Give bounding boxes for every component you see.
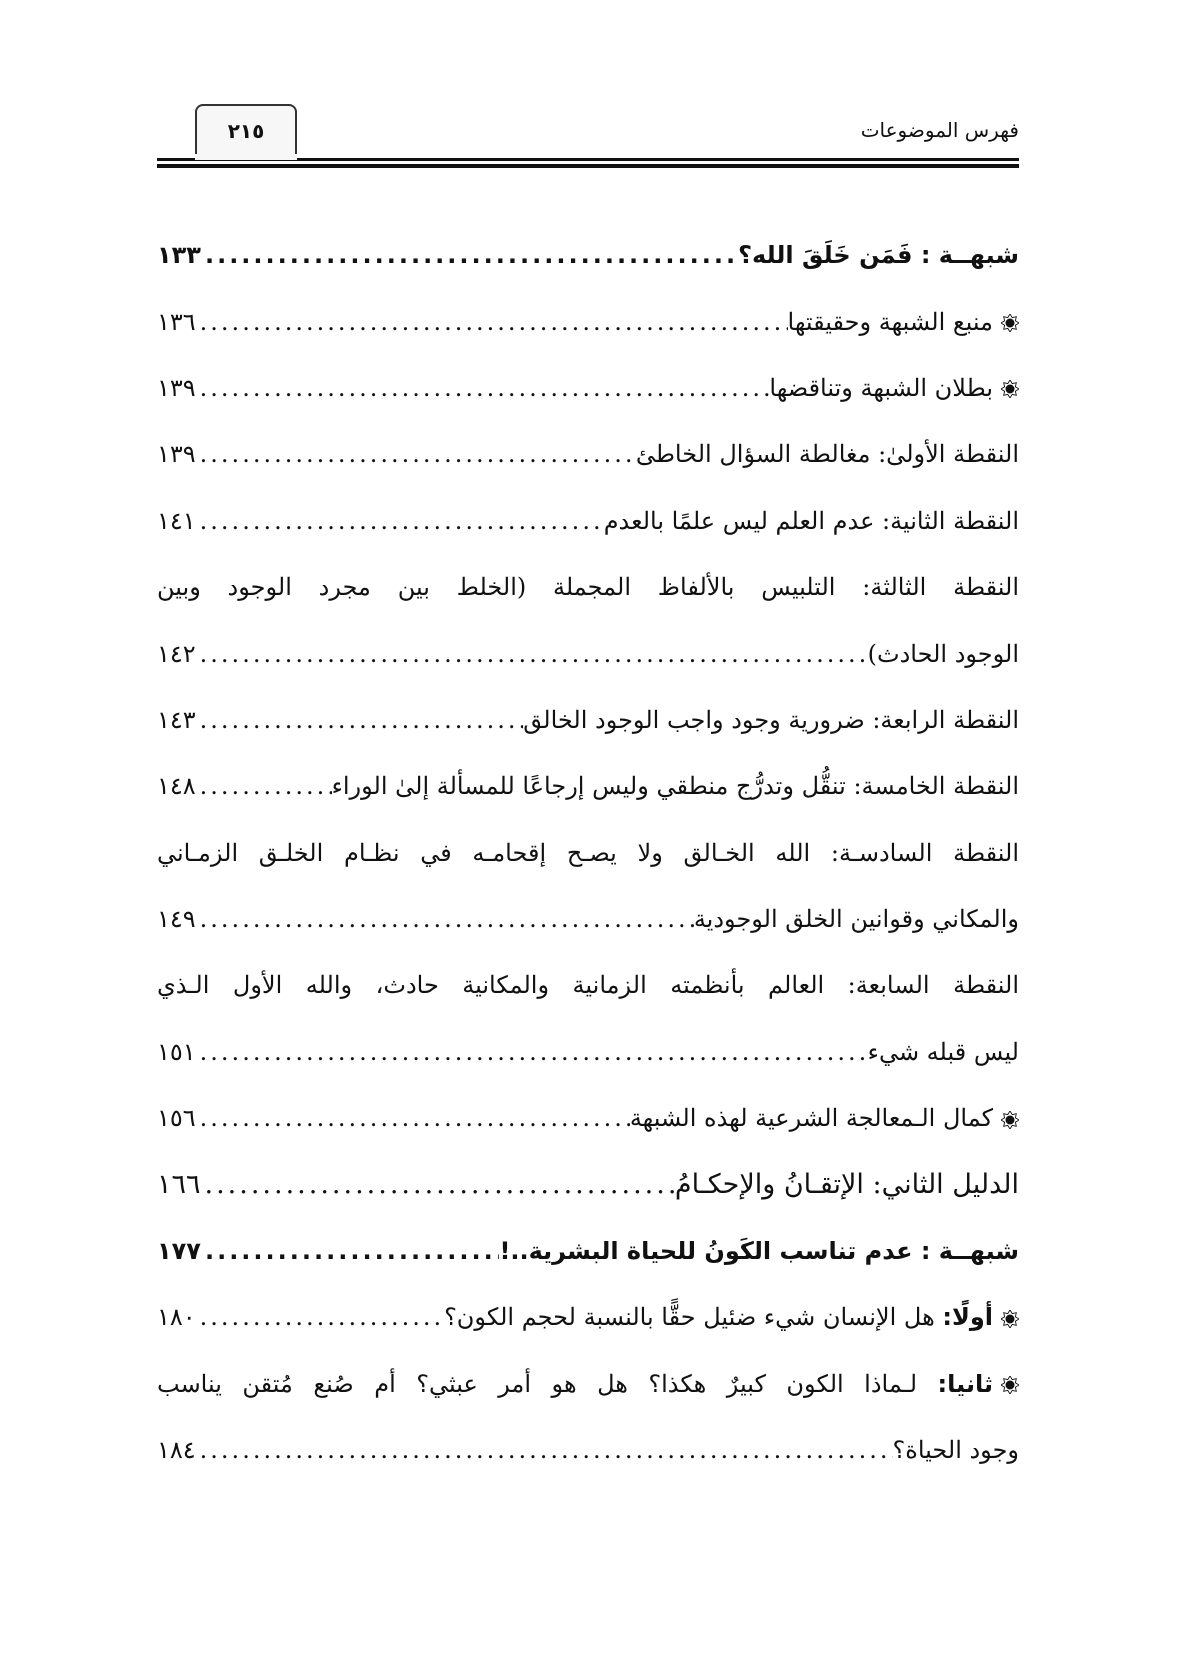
toc-entry-title [604,507,1019,535]
toc-entry-text: منبع الشبهة وحقيقتها [787,307,993,336]
toc-entry-lead: ثانيا: [937,1369,993,1398]
octagram-star-icon [1001,314,1019,332]
toc-entry-title [788,308,1020,336]
toc-entry[interactable] [157,355,1019,421]
toc-entry-title [444,1303,1019,1331]
toc-entry-title [769,374,1019,402]
toc-entry[interactable] [157,1019,1019,1085]
toc-entry-title [694,905,1019,933]
dot-leader [196,1436,893,1464]
toc-entry-text: شبهــة : عدم تناسب الكَونُ للحياة البشرية..! [499,1237,1019,1266]
toc-entry-text: هل الإنسان شيء ضئيل حقًّا بالنسبة لحجم الكون؟ [444,1303,943,1332]
dot-leader [196,1104,630,1132]
dot-leader [201,1169,675,1200]
toc-entry-page: ١٤٨ [157,772,196,801]
toc-entry[interactable] [157,554,1019,620]
toc-entry-text: النقطة السابعة: العالم بأنظمته الزمانية والمكانية حادث، والله الأول الـذي [157,971,1019,1000]
toc-entry-text: الدليل الثاني: الإتقـانُ والإحكـامُ [674,1169,1019,1201]
toc-entry-text: النقطة الرابعة: ضرورية وجود واجب الوجود الخالق [523,705,1019,734]
toc-entry[interactable] [157,288,1019,354]
toc-entry-title [738,241,1019,269]
toc-entry[interactable] [157,1417,1019,1483]
toc-entry-page: ١٨٠ [157,1303,196,1332]
dot-leader [201,241,738,269]
toc-entry-page: ١٤٩ [157,905,196,934]
toc-entry-title [636,440,1019,468]
toc-entry-title [332,772,1019,800]
dot-leader [196,374,770,402]
toc-entry[interactable] [157,488,1019,554]
toc-entry-page: ١٣٩ [157,440,196,469]
toc-entry-text: الوجود الحادث) [867,639,1019,668]
toc-entry-page: ١٣٩ [157,373,196,402]
toc-entry[interactable] [157,1085,1019,1151]
octagram-star-icon [1001,1310,1019,1328]
toc-entry[interactable] [157,222,1019,288]
dot-leader [196,1303,444,1331]
toc-entry-title [893,1436,1019,1464]
toc-entry-page: ١٥١ [157,1037,196,1066]
toc-entry-page: ١٧٧ [157,1237,201,1266]
toc-entry-title [499,1237,1019,1265]
page-number-box [195,104,297,160]
toc-entry-page: ١٤٢ [157,639,196,668]
toc-entry-title [630,1104,1019,1132]
toc-entry-text: وجود الحياة؟ [892,1436,1019,1465]
dot-leader [196,772,332,800]
header-rule-thick [157,164,1019,168]
dot-leader [196,440,636,468]
toc-entry-title [157,971,1019,999]
toc-entry-text: بطلان الشبهة وتناقضها [769,373,993,402]
toc-entry-text: النقطة الخامسة: تنقُّل وتدرُّج منطقي وليس إرجاعًا للمسألة إلىٰ الوراء [331,772,1019,801]
toc-entry-title [157,839,1019,867]
toc-entry[interactable] [157,1218,1019,1284]
toc-entry-page: ١٤١ [157,506,196,535]
page-header [157,104,1019,166]
toc-entry[interactable] [157,421,1019,487]
toc-entry-text: ليس قبله شيء [867,1037,1019,1066]
toc-entry-title [523,706,1019,734]
octagram-star-icon [1001,1111,1019,1129]
toc-entry-page: ١٤٣ [157,705,196,734]
toc-entry-page: ١٨٤ [157,1436,196,1465]
table-of-contents [157,222,1019,1483]
toc-entry-text: النقطة الثالثة: التلبيس بالألفاظ المجملة (الخلط بين مجرد الوجود وبين [157,573,1019,602]
dot-leader [196,308,788,336]
toc-entry-page: ١٥٦ [157,1104,196,1133]
toc-entry-title [157,1370,1019,1398]
toc-entry-page: ١٣٣ [157,241,201,270]
toc-entry[interactable] [157,1284,1019,1350]
page-number: ٢١٥ [227,119,265,143]
octagram-star-icon [1001,1376,1019,1394]
dot-leader [196,706,524,734]
toc-entry-text: النقطة الثانية: عدم العلم ليس علمًا بالعدم [603,506,1019,535]
toc-entry-text: النقطة الأولىٰ: مغالطة السؤال الخاطئ [635,440,1019,469]
toc-entry-title [157,573,1019,601]
dot-leader [196,507,604,535]
toc-entry[interactable] [157,1151,1019,1217]
toc-entry-title [868,1038,1019,1066]
toc-entry[interactable] [157,820,1019,886]
toc-entry-text: شبهــة : فَمَن خَلَقَ الله؟ [738,241,1019,270]
toc-entry-text: كمال الـمعالجة الشرعية لهذه الشبهة [629,1104,993,1133]
octagram-star-icon [1001,380,1019,398]
dot-leader [196,640,868,668]
toc-entry-page: ١٣٦ [157,307,196,336]
toc-entry-text: النقطة السادسـة: الله الخـالق ولا يصـح إقحامـه في نظـام الخلـق الزمـاني [157,838,1019,867]
toc-entry-lead: أولًا: [942,1303,993,1332]
toc-entry-text: لـماذا الكون كبيرٌ هكذا؟ هل هو أمر عبثي؟ أم صُنع مُتقن يناسب [157,1369,938,1398]
toc-entry[interactable] [157,952,1019,1018]
dot-leader [201,1237,499,1265]
dot-leader [196,1038,868,1066]
toc-entry[interactable] [157,1351,1019,1417]
toc-entry[interactable] [157,753,1019,819]
dot-leader [196,905,694,933]
toc-entry-title [675,1169,1019,1200]
toc-entry-title [868,640,1019,668]
toc-entry-text: والمكاني وقوانين الخلق الوجودية [693,905,1019,934]
toc-entry[interactable] [157,687,1019,753]
toc-entry[interactable] [157,620,1019,686]
toc-entry-page: ١٦٦ [157,1169,201,1201]
toc-entry[interactable] [157,886,1019,952]
page-box-gap [195,154,297,160]
running-title: فهرس الموضوعات [860,118,1019,142]
